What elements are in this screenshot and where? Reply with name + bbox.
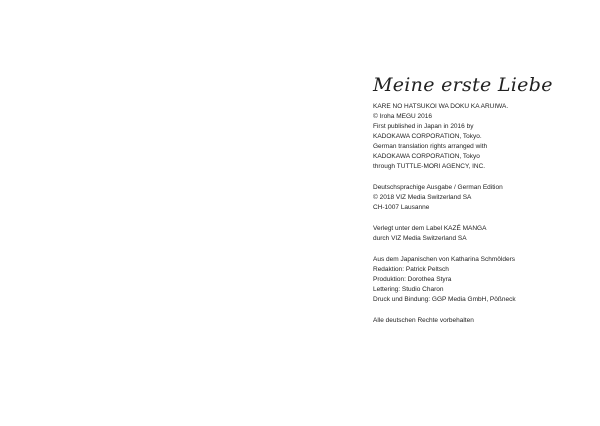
imprint-line: KARE NO HATSUKOI WA DOKU KA ARUIWA. bbox=[373, 103, 509, 110]
book-title: Meine erste Liebe bbox=[373, 74, 553, 96]
rights-block bbox=[373, 316, 593, 326]
imprint-line: First published in Japan in 2016 by bbox=[373, 123, 474, 130]
imprint-line: CH-1007 Lausanne bbox=[373, 204, 430, 211]
imprint-line: KADOKAWA CORPORATION, Tokyo. bbox=[373, 133, 482, 140]
imprint-line: through TUTTLE-MORI AGENCY, INC. bbox=[373, 163, 486, 170]
imprint-line: Verlegt unter dem Label KAZÉ MANGA bbox=[373, 225, 487, 232]
imprint-line: © Iroha MEGU 2016 bbox=[373, 113, 432, 120]
edition-block bbox=[373, 183, 593, 213]
copyright-block bbox=[373, 102, 593, 172]
imprint-line: Lettering: Studio Charon bbox=[373, 286, 444, 293]
imprint-line: © 2018 VIZ Media Switzerland SA bbox=[373, 194, 472, 201]
imprint-line: Aus dem Japanischen von Katharina Schmölders bbox=[373, 256, 515, 263]
imprint-line: Produktion: Dorothea Styra bbox=[373, 276, 452, 283]
imprint-line: durch VIZ Media Switzerland SA bbox=[373, 235, 467, 242]
imprint-block bbox=[373, 72, 593, 337]
imprint-line: Redaktion: Patrick Peltsch bbox=[373, 266, 449, 273]
credits-block bbox=[373, 255, 593, 305]
imprint-line: Druck und Bindung: GGP Media GmbH, Pößneck bbox=[373, 296, 516, 303]
imprint-line: Deutschsprachige Ausgabe / German Edition bbox=[373, 184, 503, 191]
publisher-block bbox=[373, 224, 593, 244]
imprint-line: KADOKAWA CORPORATION, Tokyo bbox=[373, 153, 480, 160]
imprint-line: Alle deutschen Rechte vorbehalten bbox=[373, 317, 474, 324]
imprint-line: German translation rights arranged with bbox=[373, 143, 488, 150]
